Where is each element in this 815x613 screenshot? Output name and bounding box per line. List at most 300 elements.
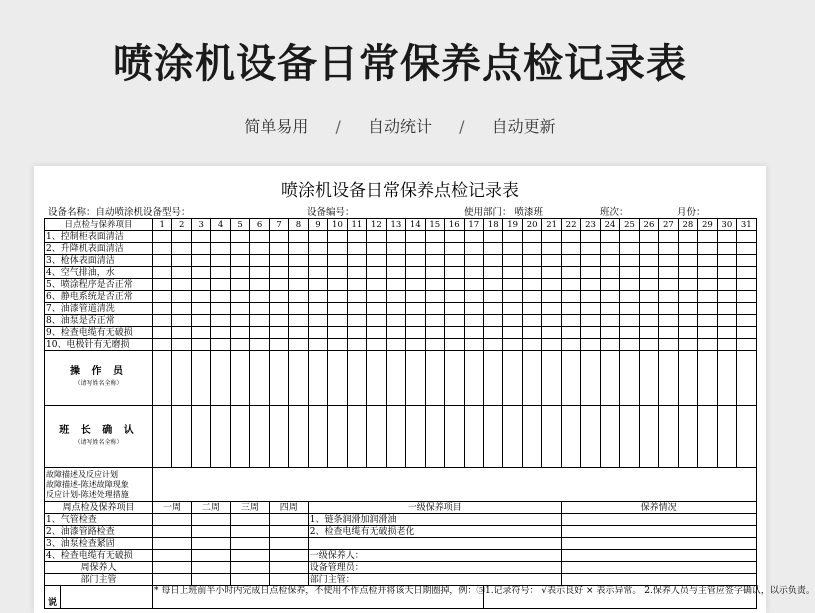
check-cell[interactable] [503,303,522,315]
check-cell[interactable] [191,315,210,327]
signature-cell[interactable] [172,351,191,406]
signature-cell[interactable] [406,406,425,468]
signature-cell[interactable] [698,351,717,406]
check-cell[interactable] [172,243,191,255]
check-cell[interactable] [678,327,697,339]
signature-cell[interactable] [328,406,347,468]
check-cell[interactable] [581,243,600,255]
check-cell[interactable] [328,339,347,351]
check-cell[interactable] [737,303,756,315]
check-cell[interactable] [445,315,464,327]
signature-cell[interactable] [503,351,522,406]
week-check-cell[interactable] [230,550,269,562]
signature-cell[interactable] [425,406,444,468]
check-cell[interactable] [269,327,288,339]
check-cell[interactable] [600,339,619,351]
check-cell[interactable] [425,327,444,339]
check-cell[interactable] [483,339,502,351]
check-cell[interactable] [308,315,327,327]
check-cell[interactable] [172,279,191,291]
check-cell[interactable] [542,243,561,255]
check-cell[interactable] [153,243,172,255]
check-cell[interactable] [464,327,483,339]
signature-cell[interactable] [269,351,288,406]
check-cell[interactable] [445,339,464,351]
signature-cell[interactable] [367,351,386,406]
week-check-cell[interactable] [191,562,230,574]
check-cell[interactable] [581,231,600,243]
check-cell[interactable] [153,267,172,279]
signature-cell[interactable] [717,406,736,468]
signature-cell[interactable] [717,351,736,406]
signature-cell[interactable] [153,351,172,406]
status-cell[interactable] [561,574,756,586]
check-cell[interactable] [698,279,717,291]
check-cell[interactable] [211,339,230,351]
check-cell[interactable] [503,255,522,267]
check-cell[interactable] [269,339,288,351]
check-cell[interactable] [289,315,308,327]
check-cell[interactable] [659,291,678,303]
check-cell[interactable] [717,315,736,327]
check-cell[interactable] [289,339,308,351]
check-cell[interactable] [581,255,600,267]
week-check-cell[interactable] [230,574,269,586]
check-cell[interactable] [347,267,366,279]
check-cell[interactable] [698,303,717,315]
check-cell[interactable] [328,243,347,255]
check-cell[interactable] [367,255,386,267]
check-cell[interactable] [561,339,580,351]
check-cell[interactable] [347,339,366,351]
check-cell[interactable] [425,279,444,291]
check-cell[interactable] [561,303,580,315]
signature-cell[interactable] [308,406,327,468]
status-cell[interactable] [561,550,756,562]
check-cell[interactable] [639,291,658,303]
check-cell[interactable] [464,243,483,255]
check-cell[interactable] [211,243,230,255]
check-cell[interactable] [581,303,600,315]
week-check-cell[interactable] [269,550,308,562]
week-check-cell[interactable] [269,538,308,550]
signature-cell[interactable] [230,406,249,468]
check-cell[interactable] [717,267,736,279]
check-cell[interactable] [542,291,561,303]
check-cell[interactable] [230,327,249,339]
status-cell[interactable] [561,526,756,538]
check-cell[interactable] [250,327,269,339]
week-check-cell[interactable] [269,562,308,574]
signature-cell[interactable] [659,406,678,468]
signature-cell[interactable] [464,351,483,406]
check-cell[interactable] [386,243,405,255]
check-cell[interactable] [600,243,619,255]
check-cell[interactable] [678,267,697,279]
check-cell[interactable] [328,255,347,267]
check-cell[interactable] [172,315,191,327]
week-check-cell[interactable] [269,514,308,526]
check-cell[interactable] [269,243,288,255]
check-cell[interactable] [386,291,405,303]
check-cell[interactable] [250,339,269,351]
signature-cell[interactable] [172,406,191,468]
check-cell[interactable] [328,327,347,339]
check-cell[interactable] [230,315,249,327]
check-cell[interactable] [737,267,756,279]
check-cell[interactable] [483,315,502,327]
check-cell[interactable] [406,291,425,303]
check-cell[interactable] [483,291,502,303]
check-cell[interactable] [503,267,522,279]
check-cell[interactable] [230,291,249,303]
check-cell[interactable] [425,243,444,255]
signature-cell[interactable] [639,406,658,468]
check-cell[interactable] [425,291,444,303]
check-cell[interactable] [172,339,191,351]
check-cell[interactable] [522,279,541,291]
check-cell[interactable] [191,327,210,339]
check-cell[interactable] [620,255,639,267]
check-cell[interactable] [522,291,541,303]
signature-cell[interactable] [250,406,269,468]
check-cell[interactable] [717,327,736,339]
signature-cell[interactable] [308,351,327,406]
signature-cell[interactable] [191,406,210,468]
check-cell[interactable] [620,231,639,243]
check-cell[interactable] [172,327,191,339]
check-cell[interactable] [425,267,444,279]
check-cell[interactable] [308,243,327,255]
check-cell[interactable] [503,291,522,303]
check-cell[interactable] [367,327,386,339]
check-cell[interactable] [581,267,600,279]
check-cell[interactable] [211,267,230,279]
check-cell[interactable] [211,291,230,303]
check-cell[interactable] [386,303,405,315]
check-cell[interactable] [250,291,269,303]
check-cell[interactable] [464,315,483,327]
check-cell[interactable] [581,279,600,291]
signature-cell[interactable] [386,351,405,406]
check-cell[interactable] [308,339,327,351]
check-cell[interactable] [308,327,327,339]
check-cell[interactable] [639,339,658,351]
signature-cell[interactable] [542,351,561,406]
check-cell[interactable] [347,255,366,267]
check-cell[interactable] [581,291,600,303]
check-cell[interactable] [191,255,210,267]
check-cell[interactable] [250,231,269,243]
check-cell[interactable] [386,231,405,243]
check-cell[interactable] [542,303,561,315]
check-cell[interactable] [698,315,717,327]
check-cell[interactable] [191,243,210,255]
week-check-cell[interactable] [191,526,230,538]
signature-cell[interactable] [483,351,502,406]
signature-cell[interactable] [289,406,308,468]
check-cell[interactable] [425,303,444,315]
check-cell[interactable] [347,243,366,255]
check-cell[interactable] [639,231,658,243]
check-cell[interactable] [191,279,210,291]
week-check-cell[interactable] [153,574,192,586]
check-cell[interactable] [659,279,678,291]
signature-cell[interactable] [269,406,288,468]
check-cell[interactable] [445,231,464,243]
check-cell[interactable] [172,303,191,315]
check-cell[interactable] [191,339,210,351]
check-cell[interactable] [737,339,756,351]
check-cell[interactable] [620,267,639,279]
check-cell[interactable] [386,255,405,267]
check-cell[interactable] [211,303,230,315]
week-check-cell[interactable] [191,574,230,586]
check-cell[interactable] [483,327,502,339]
check-cell[interactable] [659,327,678,339]
check-cell[interactable] [522,327,541,339]
check-cell[interactable] [328,315,347,327]
check-cell[interactable] [737,315,756,327]
check-cell[interactable] [445,291,464,303]
check-cell[interactable] [406,303,425,315]
check-cell[interactable] [698,267,717,279]
check-cell[interactable] [289,243,308,255]
check-cell[interactable] [698,291,717,303]
status-cell[interactable] [561,538,756,550]
check-cell[interactable] [600,303,619,315]
check-cell[interactable] [172,291,191,303]
check-cell[interactable] [678,243,697,255]
check-cell[interactable] [406,315,425,327]
check-cell[interactable] [230,267,249,279]
check-cell[interactable] [522,339,541,351]
week-check-cell[interactable] [153,562,192,574]
check-cell[interactable] [172,231,191,243]
check-cell[interactable] [191,291,210,303]
check-cell[interactable] [717,303,736,315]
check-cell[interactable] [561,231,580,243]
check-cell[interactable] [250,279,269,291]
check-cell[interactable] [620,327,639,339]
check-cell[interactable] [425,255,444,267]
check-cell[interactable] [230,231,249,243]
check-cell[interactable] [659,303,678,315]
check-cell[interactable] [367,231,386,243]
check-cell[interactable] [698,339,717,351]
check-cell[interactable] [445,303,464,315]
check-cell[interactable] [250,267,269,279]
check-cell[interactable] [561,291,580,303]
check-cell[interactable] [406,255,425,267]
week-check-cell[interactable] [191,538,230,550]
check-cell[interactable] [522,243,541,255]
week-check-cell[interactable] [230,514,269,526]
check-cell[interactable] [561,327,580,339]
check-cell[interactable] [328,231,347,243]
check-cell[interactable] [367,339,386,351]
check-cell[interactable] [659,243,678,255]
signature-cell[interactable] [542,406,561,468]
signature-cell[interactable] [386,406,405,468]
signature-cell[interactable] [561,406,580,468]
check-cell[interactable] [659,255,678,267]
check-cell[interactable] [542,267,561,279]
signature-cell[interactable] [600,406,619,468]
check-cell[interactable] [542,339,561,351]
check-cell[interactable] [153,327,172,339]
check-cell[interactable] [717,291,736,303]
signature-cell[interactable] [503,406,522,468]
signature-cell[interactable] [250,351,269,406]
check-cell[interactable] [503,327,522,339]
signature-cell[interactable] [328,351,347,406]
check-cell[interactable] [250,315,269,327]
check-cell[interactable] [386,267,405,279]
signature-cell[interactable] [737,351,756,406]
check-cell[interactable] [308,231,327,243]
signature-cell[interactable] [620,406,639,468]
check-cell[interactable] [483,243,502,255]
check-cell[interactable] [698,231,717,243]
check-cell[interactable] [737,279,756,291]
check-cell[interactable] [230,303,249,315]
check-cell[interactable] [211,315,230,327]
check-cell[interactable] [425,315,444,327]
check-cell[interactable] [678,315,697,327]
week-check-cell[interactable] [153,550,192,562]
signature-cell[interactable] [367,406,386,468]
signature-cell[interactable] [620,351,639,406]
status-cell[interactable] [561,514,756,526]
check-cell[interactable] [347,291,366,303]
check-cell[interactable] [522,315,541,327]
check-cell[interactable] [328,303,347,315]
check-cell[interactable] [269,279,288,291]
check-cell[interactable] [153,279,172,291]
check-cell[interactable] [678,279,697,291]
check-cell[interactable] [503,243,522,255]
check-cell[interactable] [289,291,308,303]
check-cell[interactable] [367,279,386,291]
check-cell[interactable] [620,243,639,255]
check-cell[interactable] [639,315,658,327]
check-cell[interactable] [269,231,288,243]
check-cell[interactable] [445,267,464,279]
signature-cell[interactable] [600,351,619,406]
check-cell[interactable] [600,267,619,279]
check-cell[interactable] [717,339,736,351]
check-cell[interactable] [211,327,230,339]
check-cell[interactable] [386,339,405,351]
check-cell[interactable] [717,231,736,243]
check-cell[interactable] [737,327,756,339]
check-cell[interactable] [211,231,230,243]
check-cell[interactable] [698,255,717,267]
signature-cell[interactable] [678,351,697,406]
check-cell[interactable] [639,267,658,279]
check-cell[interactable] [445,255,464,267]
signature-cell[interactable] [639,351,658,406]
signature-cell[interactable] [289,351,308,406]
check-cell[interactable] [269,267,288,279]
check-cell[interactable] [483,231,502,243]
check-cell[interactable] [191,267,210,279]
check-cell[interactable] [659,231,678,243]
check-cell[interactable] [717,243,736,255]
check-cell[interactable] [347,303,366,315]
check-cell[interactable] [600,255,619,267]
check-cell[interactable] [230,243,249,255]
check-cell[interactable] [483,255,502,267]
check-cell[interactable] [445,327,464,339]
check-cell[interactable] [250,255,269,267]
check-cell[interactable] [678,231,697,243]
check-cell[interactable] [347,279,366,291]
week-check-cell[interactable] [269,526,308,538]
week-check-cell[interactable] [230,562,269,574]
check-cell[interactable] [639,327,658,339]
check-cell[interactable] [464,303,483,315]
fault-input[interactable] [153,468,757,502]
check-cell[interactable] [483,279,502,291]
week-check-cell[interactable] [153,514,192,526]
check-cell[interactable] [737,255,756,267]
check-cell[interactable] [308,279,327,291]
signature-cell[interactable] [191,351,210,406]
check-cell[interactable] [600,315,619,327]
check-cell[interactable] [269,315,288,327]
signature-cell[interactable] [347,406,366,468]
check-cell[interactable] [289,327,308,339]
check-cell[interactable] [659,267,678,279]
check-cell[interactable] [445,243,464,255]
check-cell[interactable] [542,231,561,243]
signature-cell[interactable] [445,406,464,468]
check-cell[interactable] [172,267,191,279]
check-cell[interactable] [561,255,580,267]
check-cell[interactable] [406,267,425,279]
check-cell[interactable] [620,315,639,327]
signature-cell[interactable] [659,351,678,406]
signature-cell[interactable] [211,351,230,406]
check-cell[interactable] [289,267,308,279]
check-cell[interactable] [561,243,580,255]
signature-cell[interactable] [347,351,366,406]
check-cell[interactable] [464,255,483,267]
status-cell[interactable] [561,562,756,574]
check-cell[interactable] [425,231,444,243]
check-cell[interactable] [737,291,756,303]
check-cell[interactable] [639,255,658,267]
check-cell[interactable] [386,279,405,291]
signature-cell[interactable] [678,406,697,468]
check-cell[interactable] [289,255,308,267]
check-cell[interactable] [425,339,444,351]
check-cell[interactable] [678,303,697,315]
signature-cell[interactable] [522,351,541,406]
check-cell[interactable] [522,231,541,243]
check-cell[interactable] [153,255,172,267]
check-cell[interactable] [230,339,249,351]
check-cell[interactable] [581,339,600,351]
check-cell[interactable] [542,327,561,339]
check-cell[interactable] [581,315,600,327]
check-cell[interactable] [308,267,327,279]
check-cell[interactable] [522,303,541,315]
signature-cell[interactable] [522,406,541,468]
check-cell[interactable] [328,279,347,291]
